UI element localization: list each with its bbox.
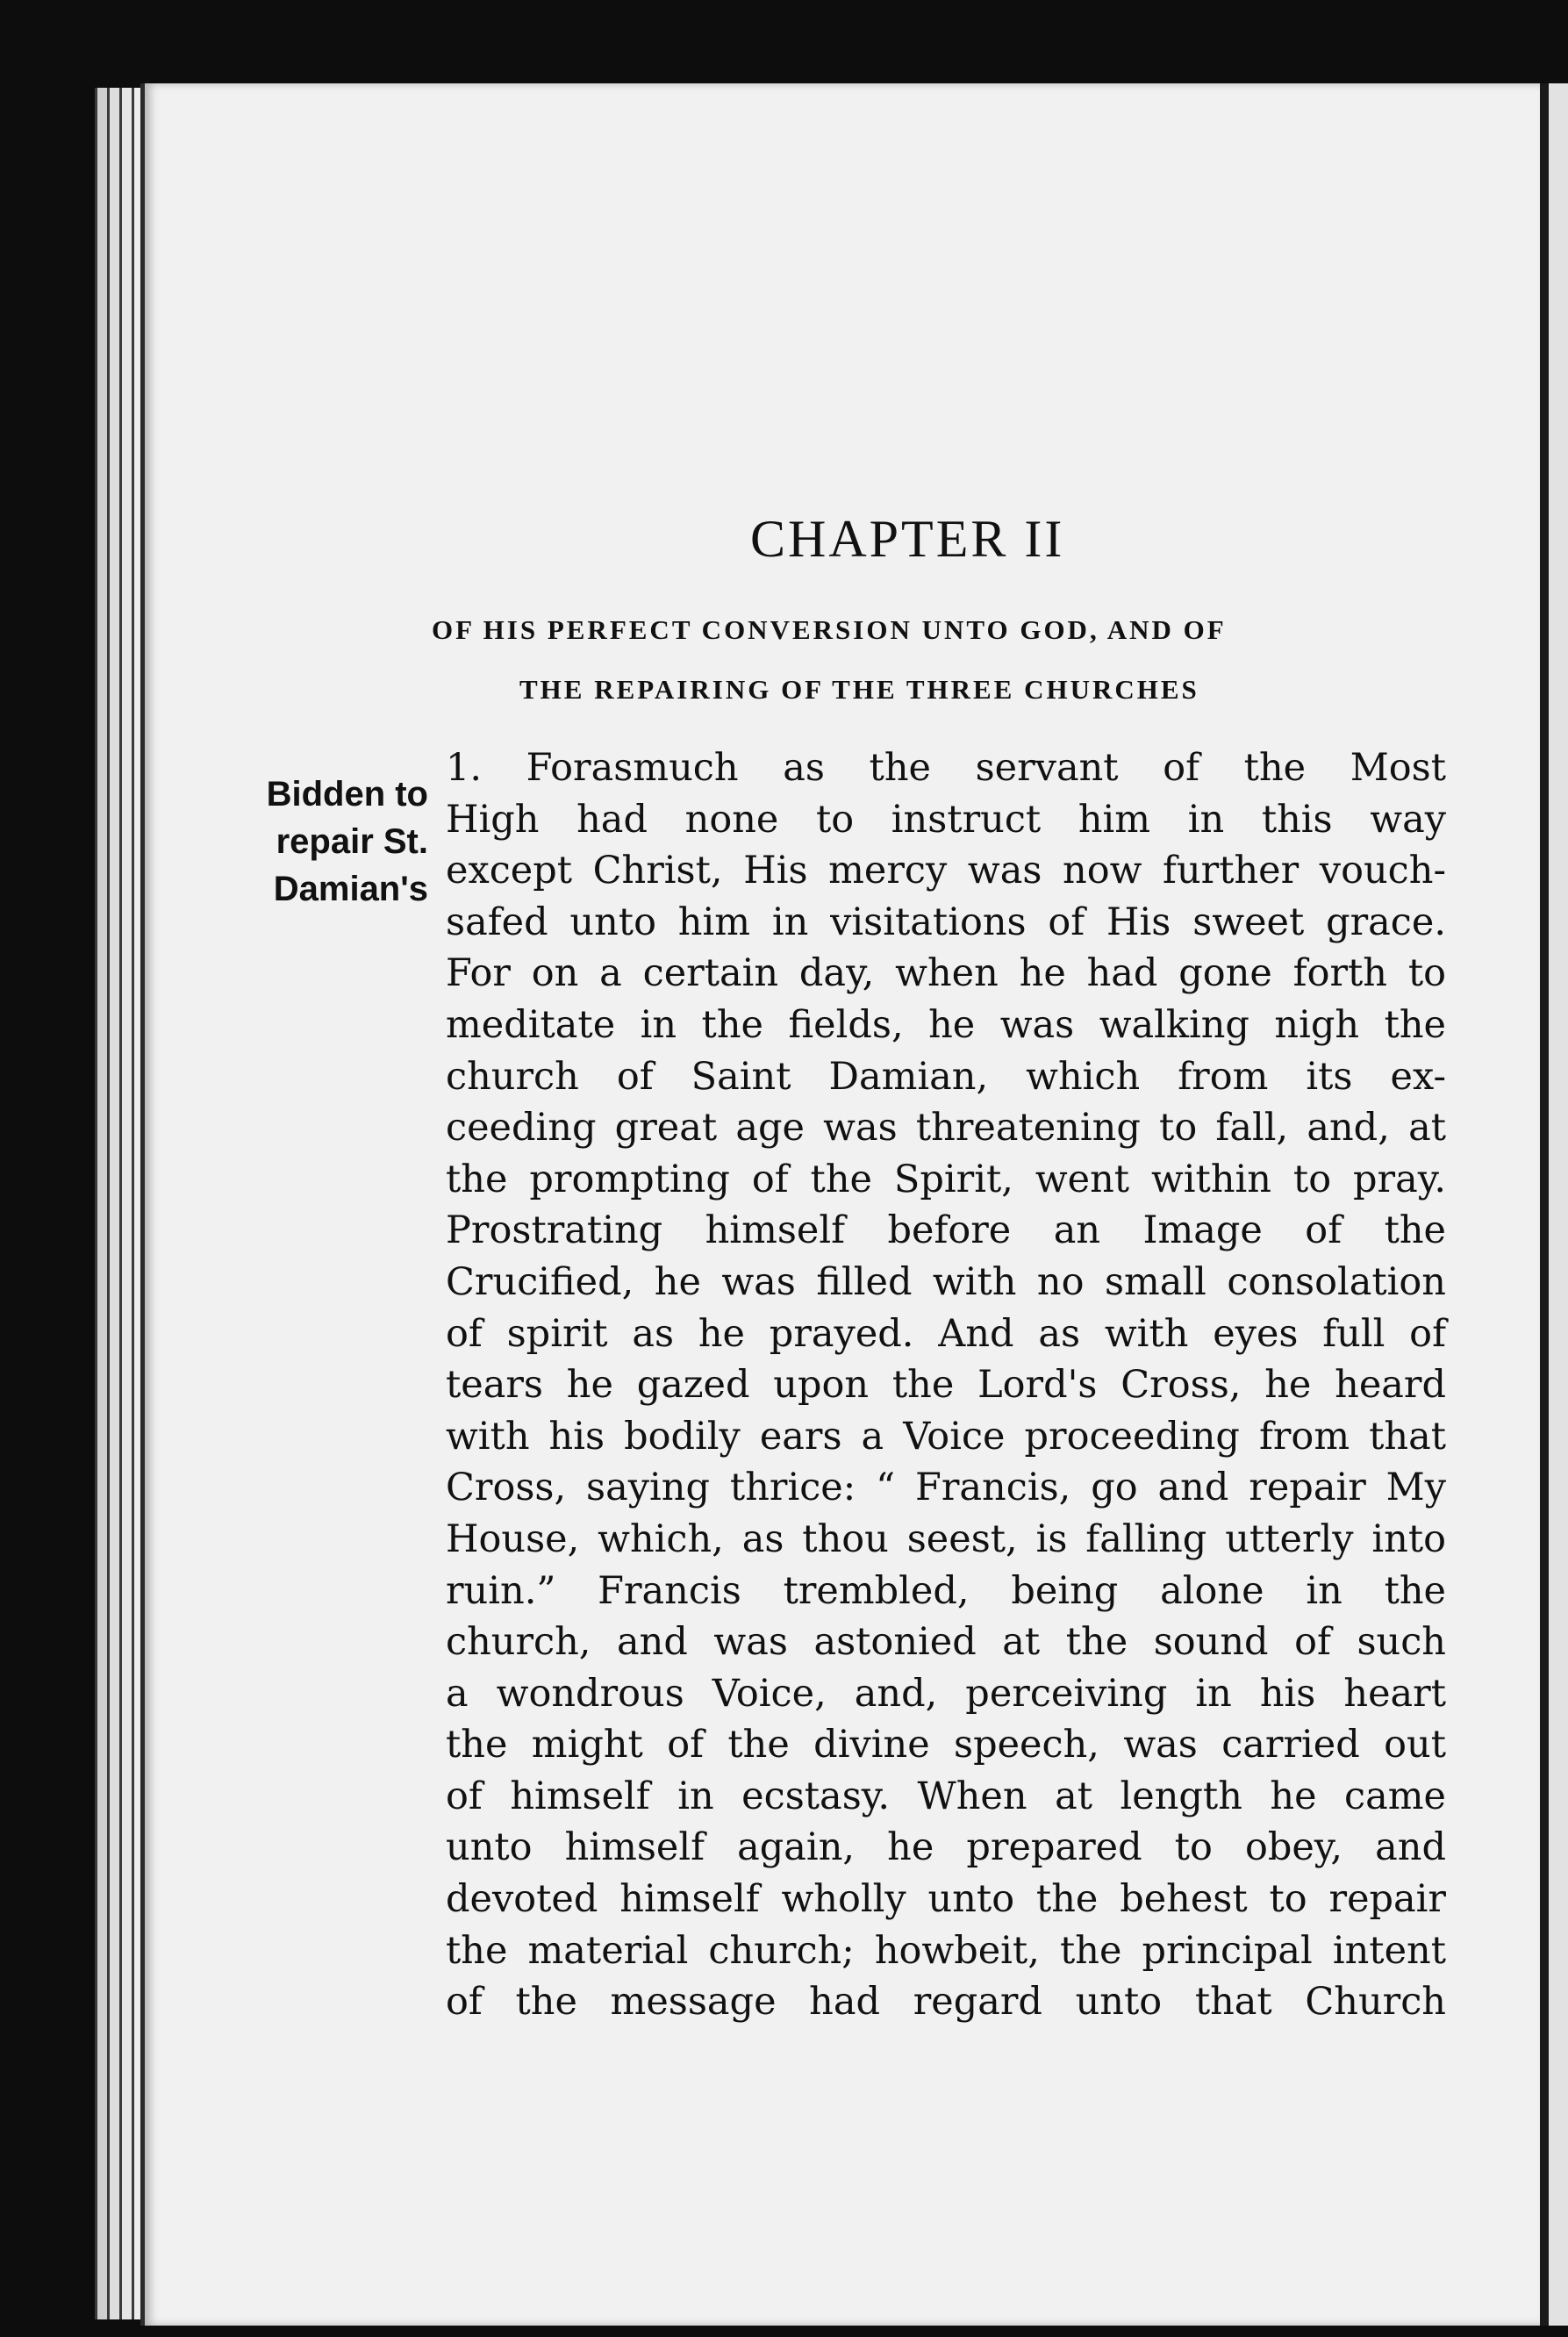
body-line: except Christ, His mercy was now further vouch- xyxy=(446,849,1446,893)
body-line: ceeding great age was threatening to fall, and, at xyxy=(446,1106,1446,1151)
body-line: the prompting of the Spirit, went within to pray. xyxy=(446,1157,1446,1201)
body-line: High had none to instruct him in this way xyxy=(446,797,1446,842)
body-line: of spirit as he prayed. And as with eyes full of xyxy=(446,1311,1446,1356)
margin-note-line: Damian's xyxy=(273,870,428,908)
margin-note xyxy=(235,771,428,913)
chapter-subtitle-line-1: OF HIS PERFECT CONVERSION UNTO GOD, AND OF xyxy=(432,614,1227,645)
body-line: with his bodily ears a Voice proceeding from that xyxy=(446,1414,1446,1459)
body-line: Crucified, he was filled with no small consolation xyxy=(446,1259,1446,1304)
chapter-title: CHAPTER II xyxy=(750,510,1065,568)
page-right-edge xyxy=(1540,83,1568,2326)
body-line: devoted himself wholly unto the behest to repair xyxy=(446,1877,1446,1922)
margin-note-line: repair St. xyxy=(276,822,428,861)
body-line: safed unto him in visitations of His sweet grace. xyxy=(446,900,1446,944)
body-line: a wondrous Voice, and, perceiving in his heart xyxy=(446,1671,1446,1716)
body-line: of the message had regard unto that Church xyxy=(446,1980,1446,2025)
body-line: tears he gazed upon the Lord's Cross, he heard xyxy=(446,1363,1446,1408)
body-line: unto himself again, he prepared to obey, and xyxy=(446,1825,1446,1870)
body-text xyxy=(446,742,1446,2028)
body-line: House, which, as thou seest, is falling utterly into xyxy=(446,1516,1446,1561)
body-line: the might of the divine speech, was carried out xyxy=(446,1723,1446,1767)
body-line: For on a certain day, when he had gone forth to xyxy=(446,951,1446,996)
body-line: 1. Forasmuch as the servant of the Most xyxy=(446,746,1446,790)
body-line: of himself in ecstasy. When at length he came xyxy=(446,1774,1446,1818)
margin-note-line: Bidden to xyxy=(266,775,428,814)
body-line: church of Saint Damian, which from its ex- xyxy=(446,1054,1446,1099)
chapter-subtitle-line-2: THE REPAIRING OF THE THREE CHURCHES xyxy=(519,674,1199,705)
body-line: Cross, saying thrice: “ Francis, go and repair My xyxy=(446,1466,1446,1510)
body-line: ruin.” Francis trembled, being alone in the xyxy=(446,1568,1446,1613)
body-line: church, and was astonied at the sound of such xyxy=(446,1620,1446,1665)
body-line: Prostrating himself before an Image of the xyxy=(446,1208,1446,1253)
body-line: meditate in the fields, he was walking nigh the xyxy=(446,1002,1446,1047)
body-line: the material church; howbeit, the principal intent xyxy=(446,1928,1446,1973)
